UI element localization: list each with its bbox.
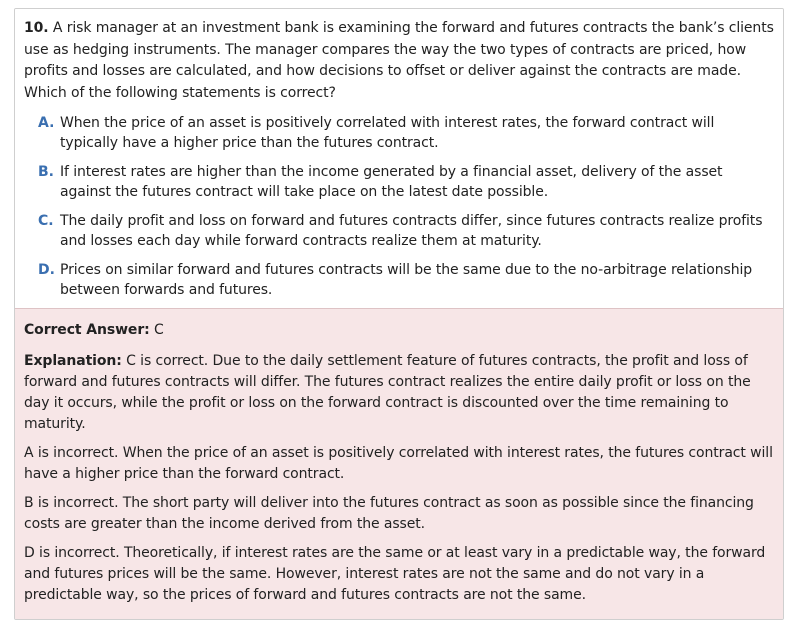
correct-answer-label: Correct Answer:	[24, 322, 150, 338]
option-a[interactable]	[38, 113, 774, 153]
option-d-text: Prices on similar forward and futures contracts will be the same due to the no-arbitrage relationship between forwards and futures.	[60, 262, 753, 298]
correct-answer-value: C	[154, 322, 164, 338]
question-section	[15, 9, 783, 308]
option-b[interactable]	[38, 162, 774, 202]
option-d[interactable]	[38, 260, 774, 300]
option-a-letter: A.	[38, 115, 55, 131]
correct-answer-line	[24, 320, 774, 341]
option-b-text: If interest rates are higher than the income generated by a financial asset, delivery of the asset against the futures contract will take place on the latest date possible.	[60, 164, 723, 200]
question-text-block	[24, 18, 774, 104]
explanation-option-b: B is incorrect. The short party will deliver into the futures contract as soon as possible since the financing costs are greater than the income derived from the asset.	[24, 495, 754, 532]
explanation-option-d: D is incorrect. Theoretically, if interest rates are the same or at least vary in a predictable way, the forward and futures prices will be the same. However, interest rates are not the same and do not vary in a predictable way, so the prices of forward and futures contracts are not the same.	[24, 545, 766, 603]
answer-section	[15, 308, 783, 620]
explanation-option-a: A is incorrect. When the price of an asset is positively correlated with interest rates, the futures contract will have a higher price than the forward contract.	[24, 445, 773, 482]
explanation-paragraph	[24, 351, 774, 435]
option-b-letter: B.	[38, 164, 54, 180]
option-a-text: When the price of an asset is positively correlated with interest rates, the forward contract will typically have a higher price than the futures contract.	[60, 115, 715, 151]
question-number: 10.	[24, 20, 49, 36]
explanation-text: C is correct. Due to the daily settlement feature of futures contracts, the profit and loss of forward and futures contracts will differ. The futures contract realizes the entire daily profit or loss on the day it occurs, while the profit or loss on the forward contract is discounted over the time remaining to maturity.	[24, 353, 751, 432]
option-c[interactable]	[38, 211, 774, 251]
option-c-text: The daily profit and loss on forward and futures contracts differ, since futures contracts realize profits and losses each day while forward contracts realize them at maturity.	[60, 213, 763, 249]
question-card	[14, 8, 784, 620]
option-d-letter: D.	[38, 262, 55, 278]
options-list	[24, 113, 774, 300]
question-stem: A risk manager at an investment bank is examining the forward and futures contracts the bank’s clients use as hedging instruments. The manager compares the way the two types of contracts are priced, how profits and losses are calculated, and how decisions to offset or deliver against the contracts are made. Which of the following statements is correct?	[24, 20, 774, 101]
option-c-letter: C.	[38, 213, 54, 229]
explanation-label: Explanation:	[24, 353, 122, 369]
